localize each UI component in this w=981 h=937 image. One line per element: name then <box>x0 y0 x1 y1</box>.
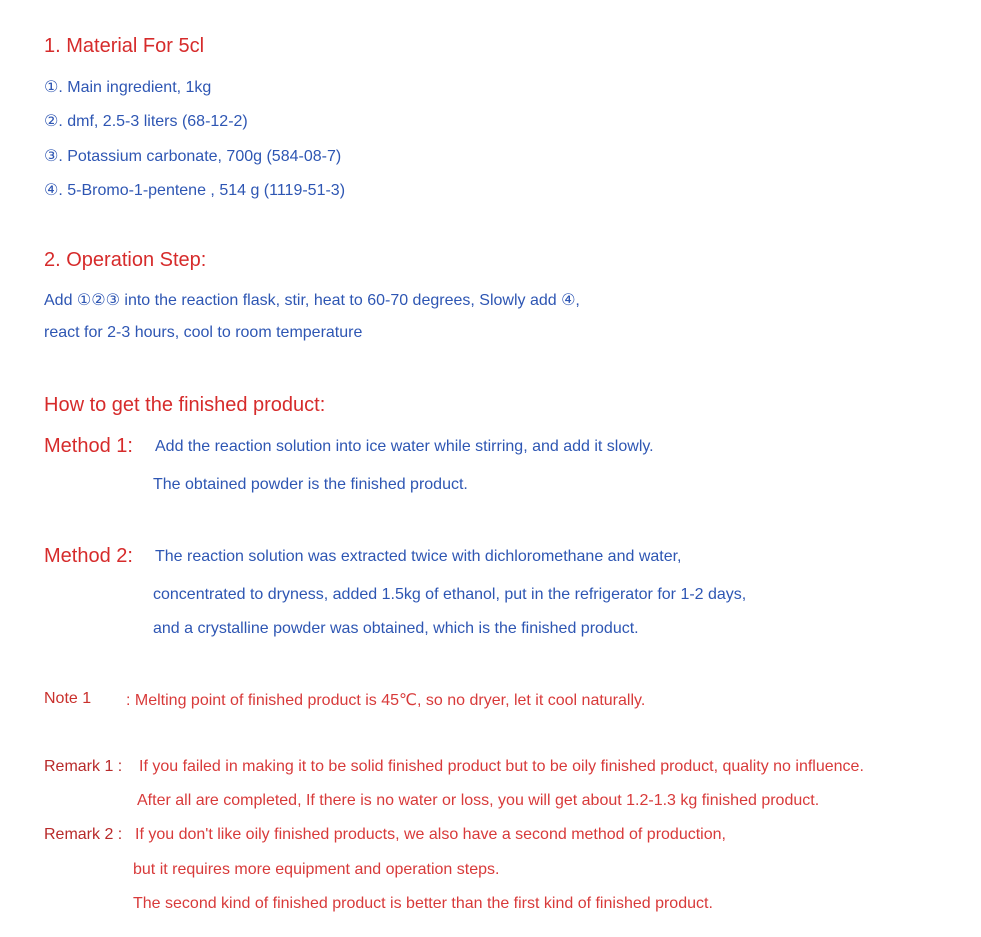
method1-line-1: Add the reaction solution into ice water while stirring, and add it slowly. <box>155 438 654 455</box>
section1-title: 1. Material For 5cl <box>44 35 205 57</box>
operation-line-2: react for 2-3 hours, cool to room temperature <box>44 324 363 341</box>
method2-line-2: concentrated to dryness, added 1.5kg of ethanol, put in the refrigerator for 1-2 days, <box>153 586 747 603</box>
section2-title: 2. Operation Step: <box>44 249 207 271</box>
material-item-2: ②. dmf, 2.5-3 liters (68-12-2) <box>44 113 248 130</box>
method1-line-2: The obtained powder is the finished product. <box>153 476 468 493</box>
note1-text: : Melting point of finished product is 45℃, so no dryer, let it cool naturally. <box>126 692 646 709</box>
material-item-1: ①. Main ingredient, 1kg <box>44 79 212 96</box>
remark1-line-2: After all are completed, If there is no water or loss, you will get about 1.2-1.3 kg finished product. <box>137 792 820 809</box>
method2-line-3: and a crystalline powder was obtained, which is the finished product. <box>153 620 639 637</box>
remark2-line-2: but it requires more equipment and operation steps. <box>133 861 500 878</box>
remark2-line-1: If you don't like oily finished products, we also have a second method of production, <box>135 826 726 843</box>
remark1-line-1: If you failed in making it to be solid finished product but to be oily finished product, quality no influence. <box>139 758 864 775</box>
method2-line-1: The reaction solution was extracted twice with dichloromethane and water, <box>155 548 682 565</box>
method2-label: Method 2: <box>44 545 133 567</box>
finished-product-title: How to get the finished product: <box>44 394 326 416</box>
remark2-line-3: The second kind of finished product is better than the first kind of finished product. <box>133 895 713 912</box>
method1-label: Method 1: <box>44 435 133 457</box>
operation-line-1: Add ①②③ into the reaction flask, stir, heat to 60-70 degrees, Slowly add ④, <box>44 292 580 309</box>
material-item-4: ④. 5-Bromo-1-pentene , 514 g (1119-51-3) <box>44 182 346 199</box>
remark2-label: Remark 2 : <box>44 826 123 843</box>
material-item-3: ③. Potassium carbonate, 700g (584-08-7) <box>44 148 342 165</box>
remark1-label: Remark 1 : <box>44 758 123 775</box>
note1-label: Note 1 <box>44 690 92 707</box>
